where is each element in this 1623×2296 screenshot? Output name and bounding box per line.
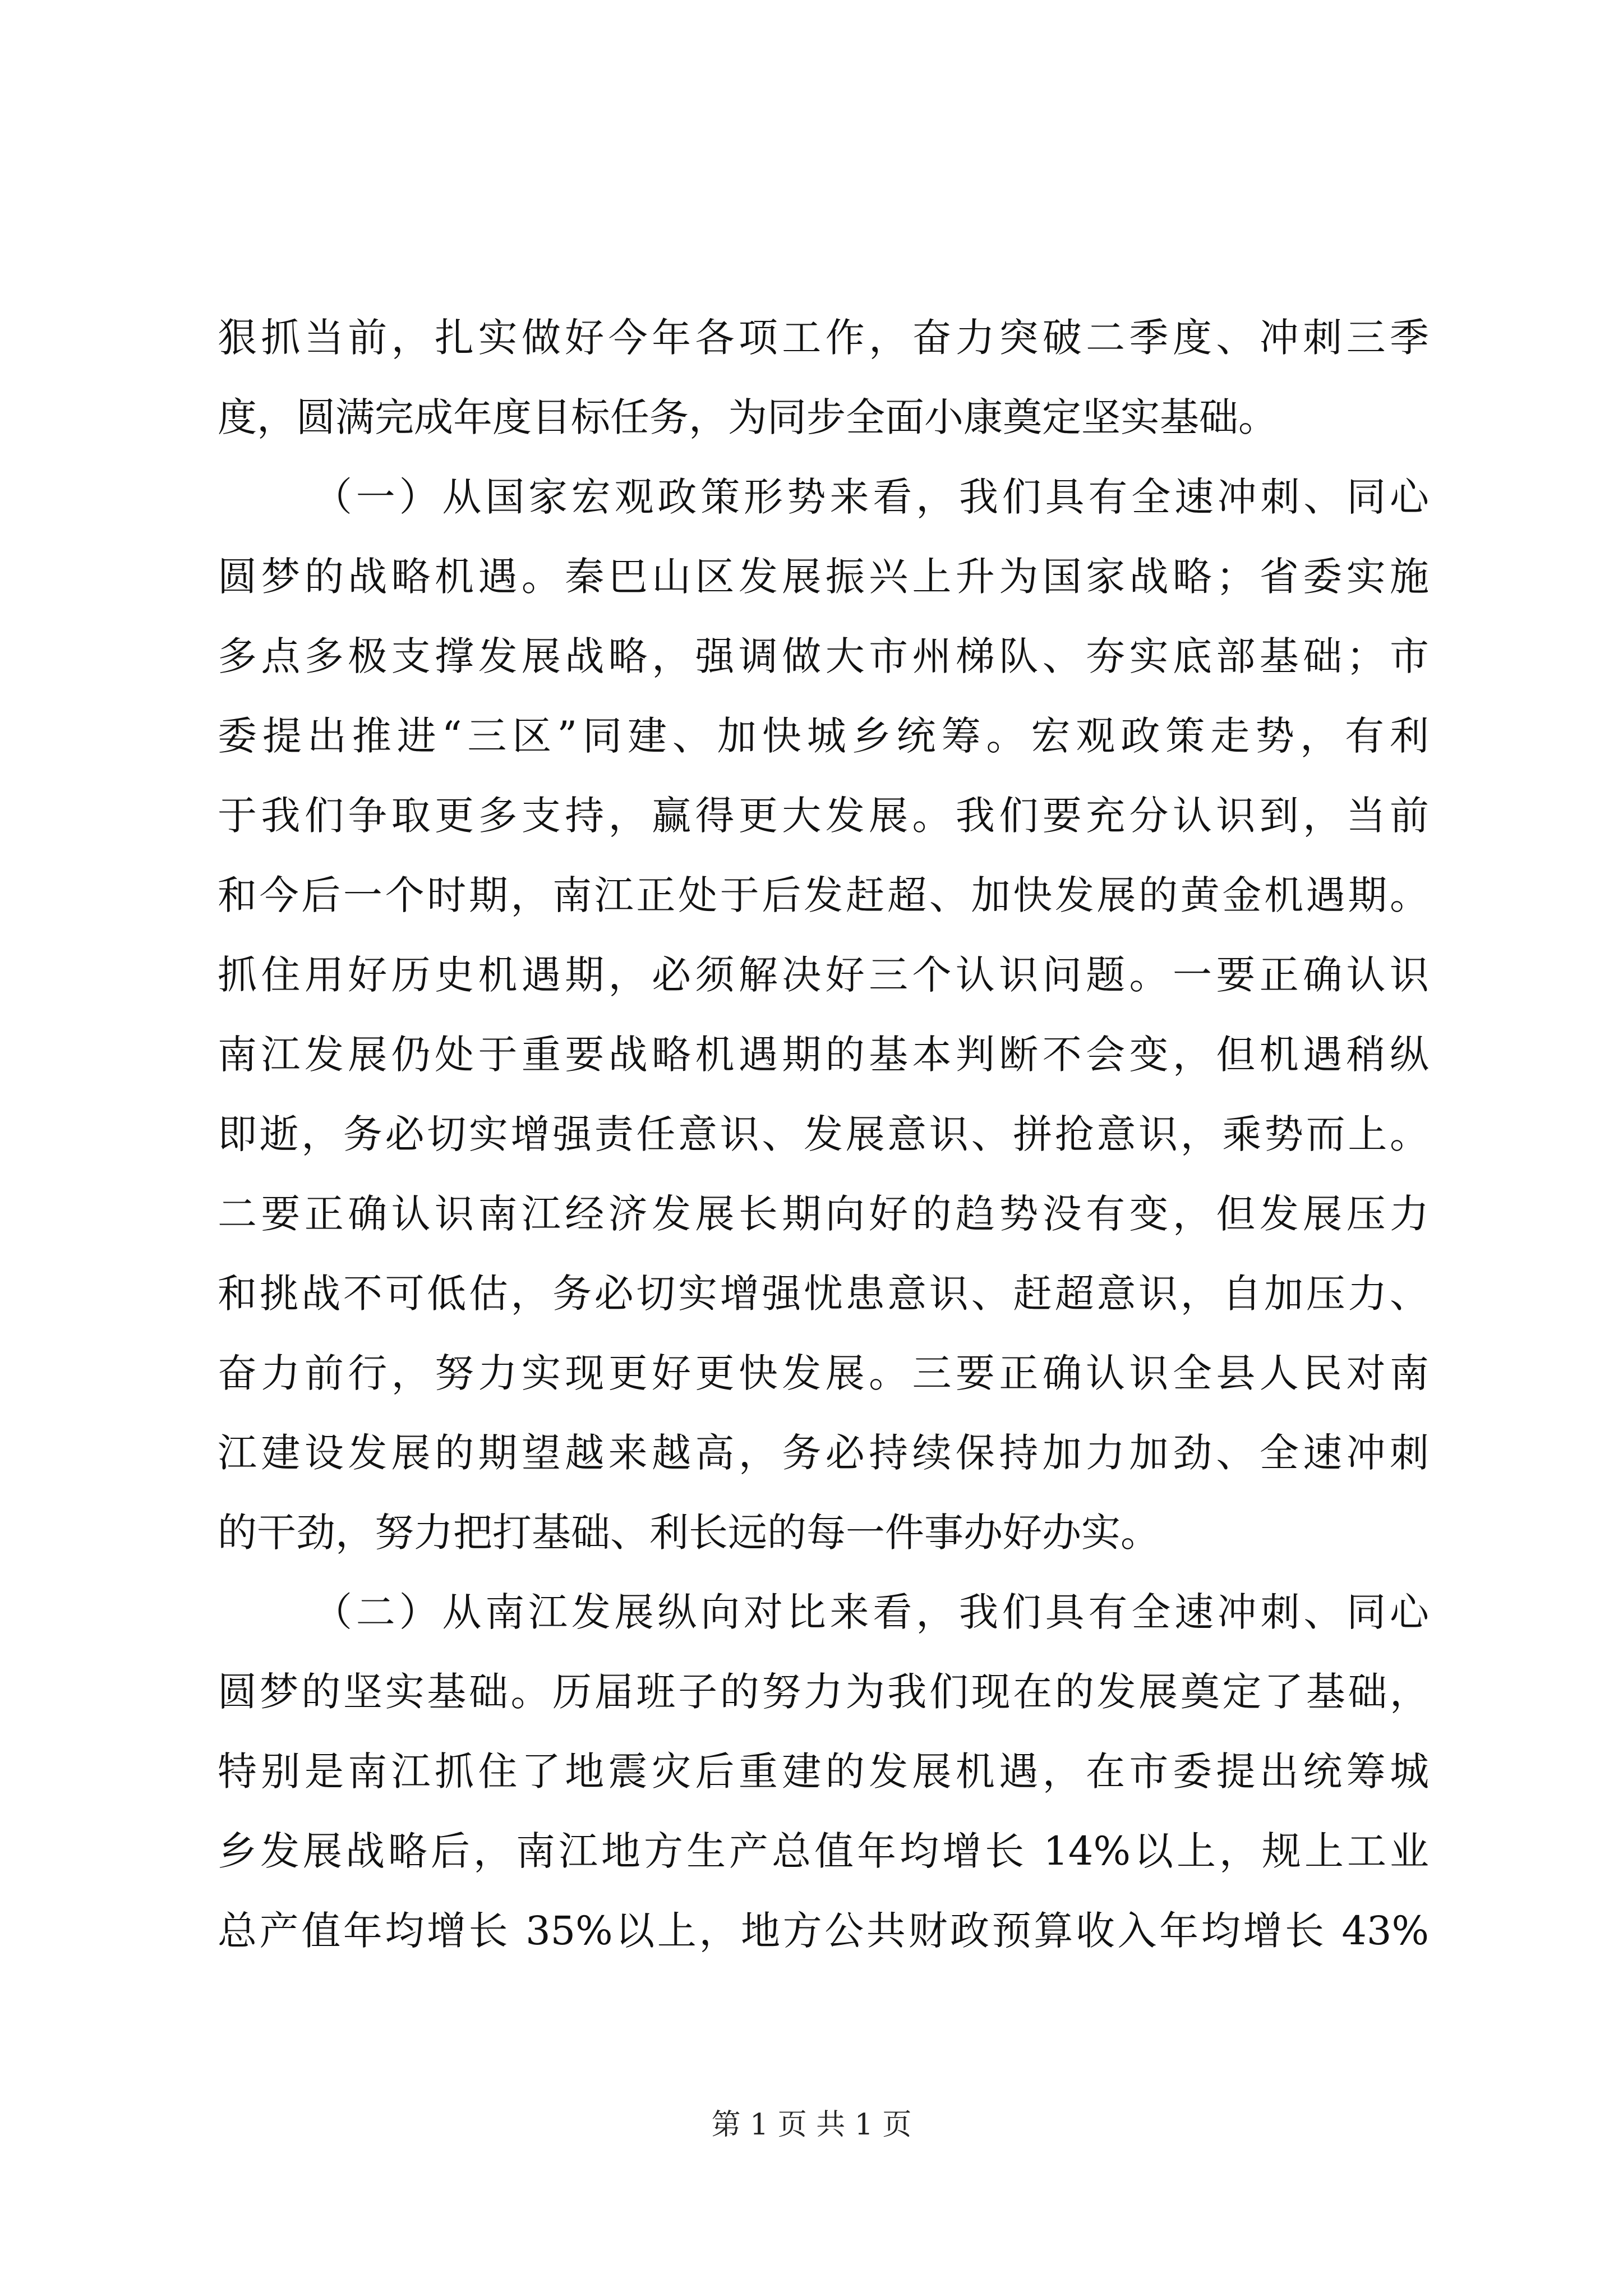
paragraph-line: 即逝，务必切实增强责任意识、发展意识、拼抢意识，乘势而上。 — [218, 1111, 1429, 1157]
paragraph-line: 圆梦的战略机遇。秦巴山区发展振兴上升为国家战略；省委实施 — [218, 554, 1429, 600]
paragraph-line: 二要正确认识南江经济发展长期向好的趋势没有变，但发展压力 — [218, 1191, 1429, 1237]
paragraph-line: 的干劲，努力把打基础、利长远的每一件事办好办实。 — [218, 1510, 1160, 1556]
paragraph-line: 乡发展战略后，南江地方生产总值年均增长 14%以上，规上工业 — [218, 1828, 1429, 1874]
paragraph-line: 多点多极支撑发展战略，强调做大市州梯队、夯实底部基础；市 — [218, 633, 1429, 679]
paragraph-line: 南江发展仍处于重要战略机遇期的基本判断不会变，但机遇稍纵 — [218, 1032, 1429, 1078]
paragraph-line: 圆梦的坚实基础。历届班子的努力为我们现在的发展奠定了基础， — [218, 1669, 1429, 1715]
paragraph-line: 特别是南江抓住了地震灾后重建的发展机遇，在市委提出统筹城 — [218, 1749, 1429, 1795]
paragraph-line: 狠抓当前，扎实做好今年各项工作，奋力突破二季度、冲刺三季 — [218, 315, 1429, 361]
paragraph-line: 江建设发展的期望越来越高，务必持续保持加力加劲、全速冲刺 — [218, 1430, 1429, 1476]
paragraph-line: 奋力前行，努力实现更好更快发展。三要正确认识全县人民对南 — [218, 1350, 1429, 1396]
paragraph-line: 和今后一个时期，南江正处于后发赶超、加快发展的黄金机遇期。 — [218, 872, 1429, 918]
page-footer: 第 1 页 共 1 页 — [711, 2108, 912, 2142]
paragraph-line: 抓住用好历史机遇期，必须解决好三个认识问题。一要正确认识 — [218, 952, 1429, 998]
paragraph-line: 总产值年均增长 35%以上，地方公共财政预算收入年均增长 43% — [218, 1908, 1429, 1954]
paragraph-line: 于我们争取更多支持，赢得更大发展。我们要充分认识到，当前 — [218, 793, 1429, 839]
paragraph-line: 度，圆满完成年度目标任务，为同步全面小康奠定坚实基础。 — [218, 394, 1278, 440]
paragraph-line: （一）从国家宏观政策形势来看，我们具有全速冲刺、同心 — [313, 474, 1429, 520]
paragraph-line: （二）从南江发展纵向对比来看，我们具有全速冲刺、同心 — [313, 1589, 1429, 1635]
paragraph-line: 委提出推进“三区”同建、加快城乡统筹。宏观政策走势，有利 — [218, 713, 1429, 759]
paragraph-line: 和挑战不可低估，务必切实增强忧患意识、赶超意识，自加压力、 — [218, 1271, 1429, 1317]
